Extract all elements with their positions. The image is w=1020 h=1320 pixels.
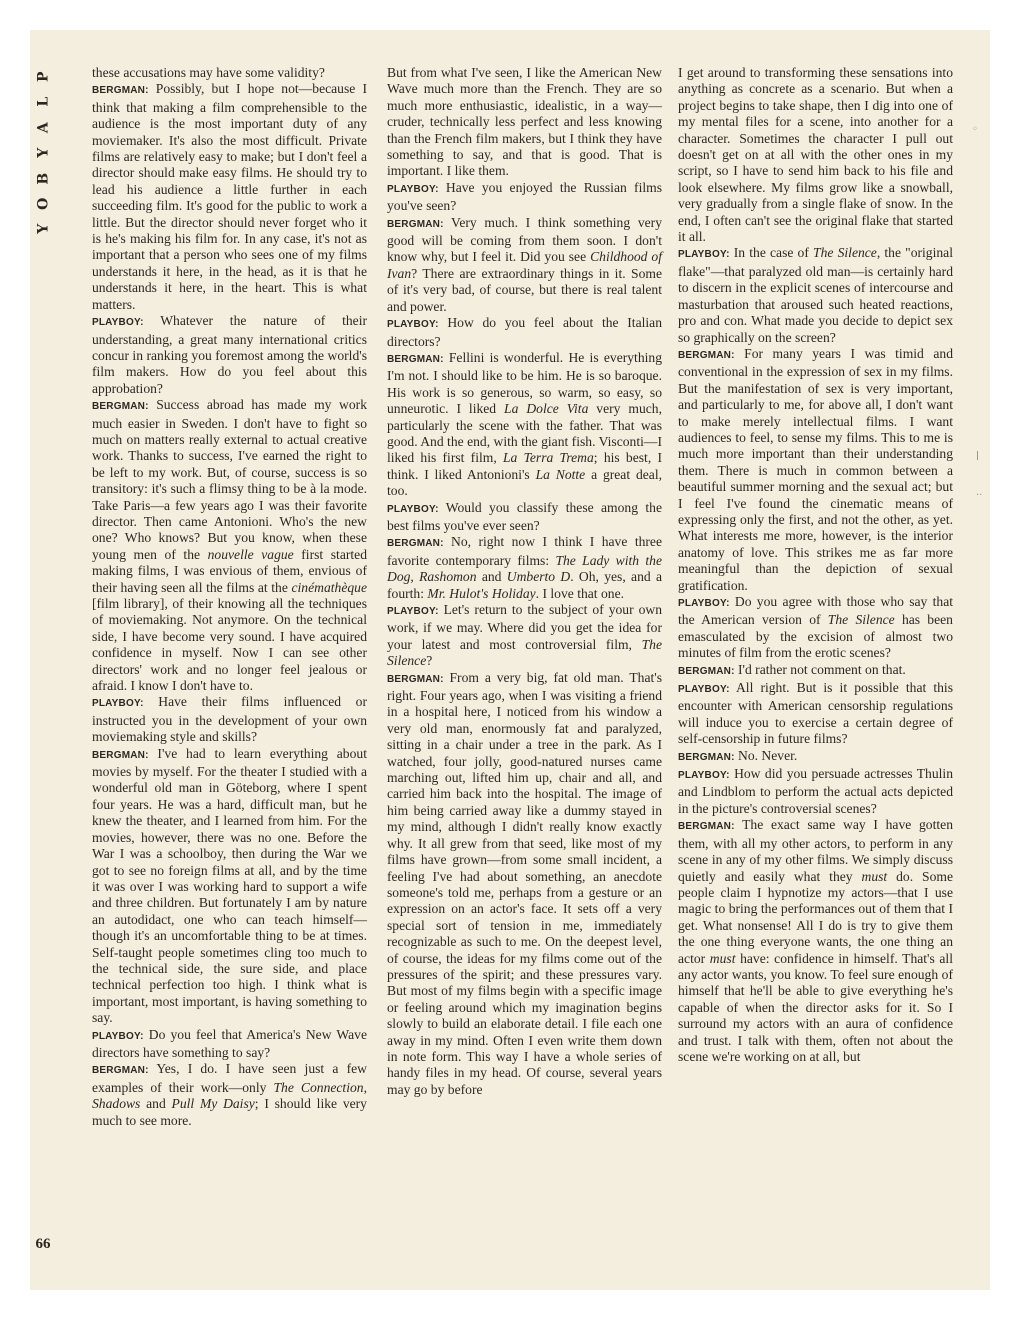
speaker-label: PLAYBOY: xyxy=(387,319,439,331)
speaker-label: PLAYBOY: xyxy=(387,606,439,617)
paragraph xyxy=(678,662,953,680)
speaker-label: BERGMAN: xyxy=(387,538,444,550)
paragraph xyxy=(678,346,953,594)
paragraph-text: In the case of The Silence, the "original flake"—that paralyzed old man—is certainly hard to discern in the explicit scenes of intercourse and masturbation that aroused such heated reactions, pro and con. What made you decide to depict sex so graphically on the screen? xyxy=(678,245,953,345)
paragraph xyxy=(387,350,662,500)
paragraph-text: Whatever the nature of their understanding, a great many international critics concur in ranking you foremost among the world's film makers. How do you feel about this approbation? xyxy=(92,313,368,396)
paragraph-text: For many years I was timid and conventional in the expression of sex in my films. But the manifestation of sex is very important, and particularly to me, for above all, I don't want to make merely intellectual films. I want audiences to feel, to sense my films. This to me is much more important than their understanding them. There is much in common between a beautiful summer morning and the sexual act; but I feel I've found the cinematic means of expressing only the first, and not the other, as yet. What interests me more, however, is the interior anatomy of love. This strikes me as far more meaningful than the depiction of sexual gratification. xyxy=(678,345,954,593)
speaker-label: BERGMAN: xyxy=(92,85,149,97)
paragraph-text: Yes, I do. I have seen just a few examples of their work—only The Connection, Shadows and Pull My Daisy; I should like very much to see more. xyxy=(92,1061,367,1128)
speaker-label: PLAYBOY: xyxy=(387,183,439,195)
paragraph xyxy=(387,500,662,535)
paragraph xyxy=(92,397,367,694)
paragraph xyxy=(678,65,953,245)
brand-letter: Y xyxy=(35,224,52,235)
paragraph-text: No, right now I think I have three favorite contemporary films: The Lady with the Dog, Rashomon and Umberto D. Oh, yes, and a fourth: Mr. Hulot's Holiday. I love that one. xyxy=(387,534,663,601)
text-column-3 xyxy=(678,65,953,1065)
brand-letter: L xyxy=(35,97,52,108)
paragraph xyxy=(678,680,953,748)
paragraph-text: The exact same way I have gotten them, with all my other actors, to perform in any scene in any of my other films. We simply discuss quietly and easily what they must do. Some people claim I hypnotize my actors—that I use magic to bring the performances out of them that I get. What nonsense! All I do is try to give them the one thing everyone wants, the one thing an actor must have: confidence in himself. That's all any actor wants, you know. To feel sure enough of himself that he'll be able to give everything he's capable of when the director asks for it. So I surround my actors with an aura of confidence and trust. I talk with them, often not about the scene we're working on at all, but xyxy=(678,817,953,1064)
paragraph xyxy=(678,817,953,1065)
speaker-label: BERGMAN: xyxy=(387,353,444,365)
paragraph-text: I'd rather not comment on that. xyxy=(738,661,906,677)
speaker-label: BERGMAN: xyxy=(387,218,444,230)
paragraph-text: Let's return to the subject of your own work, if we may. Where did you get the idea for your latest and most controversial film, The Silence? xyxy=(387,602,662,669)
paragraph-text: I've had to learn everything about movies by myself. For the theater I studied with a wonderful old man in Göteborg, where I spent four years. He was a hard, difficult man, but he knew the theater, and I learned from him. For the movies, however, there was no one. Before the War I was a schoolboy, then during the War we got to see no foreign films at all, and by the time it was over I was working hard to support a wife and three children. But fortunately I am by nature an autodidact, one who can teach himself—though it's an uncomfortable thing to be at times. Self-taught people sometimes cling too much to the technical side, the sure side, and place technical perfection too high. I think what is important, most important, is having something to say. xyxy=(92,745,367,1026)
paragraph xyxy=(387,180,662,215)
brand-letter: A xyxy=(35,122,52,133)
brand-letter: O xyxy=(35,197,52,210)
paragraph-text: Fellini is wonderful. He is everything I'm not. I should like to be him. He is so baroque. His work is so generous, so warm, so easy, so unneurotic. I liked La Dolce Vita very much, particularly the scene with the father. That was good. And the end, with the giant fish. Visconti—I liked his first film, La Terra Trema; his best, I think. I liked Antonioni's La Notte a great deal, too. xyxy=(387,349,662,499)
paragraph-text: Would you classify these among the best films you've ever seen? xyxy=(387,499,663,533)
magazine-page xyxy=(30,30,990,1290)
paragraph xyxy=(387,215,662,315)
paragraph xyxy=(678,766,953,817)
paragraph xyxy=(678,748,953,766)
print-speck: ǀ xyxy=(976,450,979,461)
paragraph-text: From a very big, fat old man. That's right. Four years ago, when I was visiting a friend in a hospital here, I noticed from his window a very old man, enormously fat and paralyzed, sitting in a chair under a tree in the park. As I watched, four jolly, good-natured nurses came marching out, lifted him up, chair and all, and carried him back into the hospital. The image of him being carried away like a dummy stayed in my mind, although I didn't really know exactly why. It all grew from that seed, like most of my films have grown—from some small incident, a feeling I've had about something, an anecdote someone's told me, perhaps from a gesture or an expression on an actor's face. It sets off a very special sort of tension in me, immediately recognizable as such to me. On the deepest level, of course, the ideas for my films come out of the pressures of the spirit; and these pressures vary. But most of my films begin with a specific image or feeling around which my imagination begins slowly to build an elaborate detail. I file each one away in my mind. Often I even write them down in note form. This way I have a whole series of handy files in my head. Of course, several years may go by before xyxy=(387,669,662,1097)
paragraph xyxy=(678,594,953,662)
paragraph-text: How did you persuade actresses Thulin and Lindblom to perform the actual acts depicted in the picture's controversial scenes? xyxy=(678,766,953,816)
paragraph xyxy=(387,315,662,350)
paragraph-text: Have their films influenced or instructed you in the development of your own moviemaking style and skills? xyxy=(92,694,368,745)
paragraph xyxy=(92,1061,367,1129)
speaker-label: PLAYBOY: xyxy=(387,503,439,515)
paragraph xyxy=(387,65,662,180)
paragraph-text: I get around to transforming these sensations into anything as concrete as a scenario. But when a project begins to take shape, then I dig into one of my mental files for a scene, into another for a character. Sometimes the character I pull out doesn't get on at all with the other ones in my script, so I have to send him back to his file and look elsewhere. My films grow like a snowball, very gradually from a single flake of snow. In the end, I often can't see the original flake that started it all. xyxy=(678,65,953,245)
speaker-label: PLAYBOY: xyxy=(92,1030,144,1042)
page-number: 66 xyxy=(35,1236,51,1252)
paragraph-text: these accusations may have some validity? xyxy=(92,65,325,80)
paragraph xyxy=(92,81,367,313)
paragraph-text: No. Never. xyxy=(738,747,798,763)
speaker-label: PLAYBOY: xyxy=(92,698,144,710)
paragraph xyxy=(387,670,662,1099)
speaker-label: BERGMAN: xyxy=(678,751,735,763)
speaker-label: BERGMAN: xyxy=(92,749,149,761)
magazine-brand-vertical xyxy=(33,64,55,242)
paragraph-text: But from what I've seen, I like the American New Wave much more than the French. They are so much more enthusiastic, idealistic, in a way—cruder, technically less perfect and less knowing than the French film makers, but I think they have something to say, and that is good. That is important. I like them. xyxy=(387,65,662,179)
speaker-label: BERGMAN: xyxy=(387,673,444,685)
print-speck: ·· xyxy=(976,490,983,501)
speaker-label: BERGMAN: xyxy=(92,1065,149,1077)
brand-letter: Y xyxy=(35,147,52,158)
speaker-label: PLAYBOY: xyxy=(678,598,730,609)
speaker-label: BERGMAN: xyxy=(678,665,735,677)
brand-letter: P xyxy=(35,71,52,82)
speaker-label: BERGMAN: xyxy=(678,349,735,361)
paragraph-text: Have you enjoyed the Russian films you've seen? xyxy=(387,179,662,214)
paragraph xyxy=(678,245,953,345)
paragraph xyxy=(92,1027,367,1062)
brand-letter: B xyxy=(35,172,52,185)
paragraph xyxy=(92,746,367,1027)
speaker-label: PLAYBOY: xyxy=(678,770,730,782)
paragraph xyxy=(92,65,367,81)
paragraph-text: Do you feel that America's New Wave directors have something to say? xyxy=(92,1026,367,1060)
text-column-2 xyxy=(387,65,662,1098)
paragraph-text: Success abroad has made my work much easier in Sweden. I don't have to fight so much on matters really external to actual creative work. Thanks to success, I've earned the right to be left to my work. But, of course, success is so transitory: it's such a flimsy thing to be à la mode. Take Paris—a few years ago I was their favorite director. Then came Antonioni. Who's the new one? Who knows? But you know, when these young men of the nouvelle vague first started making films, I was envious of them, envious of their having seen all the films at the cinémathèque [film library], of their knowing all the techniques of moviemaking. Not anymore. On the technical side, I have become very sound. I have acquired confidence in myself. Now I can see other directors' work and no longer feel jealous or afraid. I know I don't have to. xyxy=(92,397,367,694)
paragraph xyxy=(387,534,662,602)
text-column-1 xyxy=(92,65,367,1129)
paragraph-text: How do you feel about the Italian directors? xyxy=(387,315,662,349)
paragraph-text: Possibly, but I hope not—because I think that making a film comprehensible to the audience is the most important duty of any moviemaker. It's also the most difficult. Private films are relatively easy to make; but I don't feel a director should make easy films. He should try to lead his audience a little further in each succeeding film. It's good for the public to work a little. But the director should never forget who it is he's making his film for. In any case, it's not as important that a person who sees one of my films understands it here, in the head, as it is that he understands it here, in the heart. This is what matters. xyxy=(92,81,367,312)
paragraph-text: All right. But is it possible that this encounter with American censorship regulations will induce you to exercise a certain degree of self-censorship in future films? xyxy=(678,680,953,747)
speaker-label: PLAYBOY: xyxy=(678,684,730,696)
paragraph-text: Very much. I think something very good will be coming from them soon. I don't know why, but I feel it. Did you see Childhood of Ivan? There are extraordinary things in it. Some of it's very bad, of course, but there is real talent and power. xyxy=(387,214,663,314)
paragraph-text: Do you agree with those who say that the American version of The Silence has been emasculated by the excision of almost two minutes of film from the erotic scenes? xyxy=(678,594,953,661)
paragraph xyxy=(92,694,367,745)
paragraph xyxy=(92,313,367,397)
print-speck: ◦ xyxy=(972,124,978,135)
speaker-label: PLAYBOY: xyxy=(92,317,144,329)
paragraph xyxy=(387,602,662,670)
speaker-label: PLAYBOY: xyxy=(678,249,730,261)
speaker-label: BERGMAN: xyxy=(92,401,149,413)
speaker-label: BERGMAN: xyxy=(678,821,735,833)
